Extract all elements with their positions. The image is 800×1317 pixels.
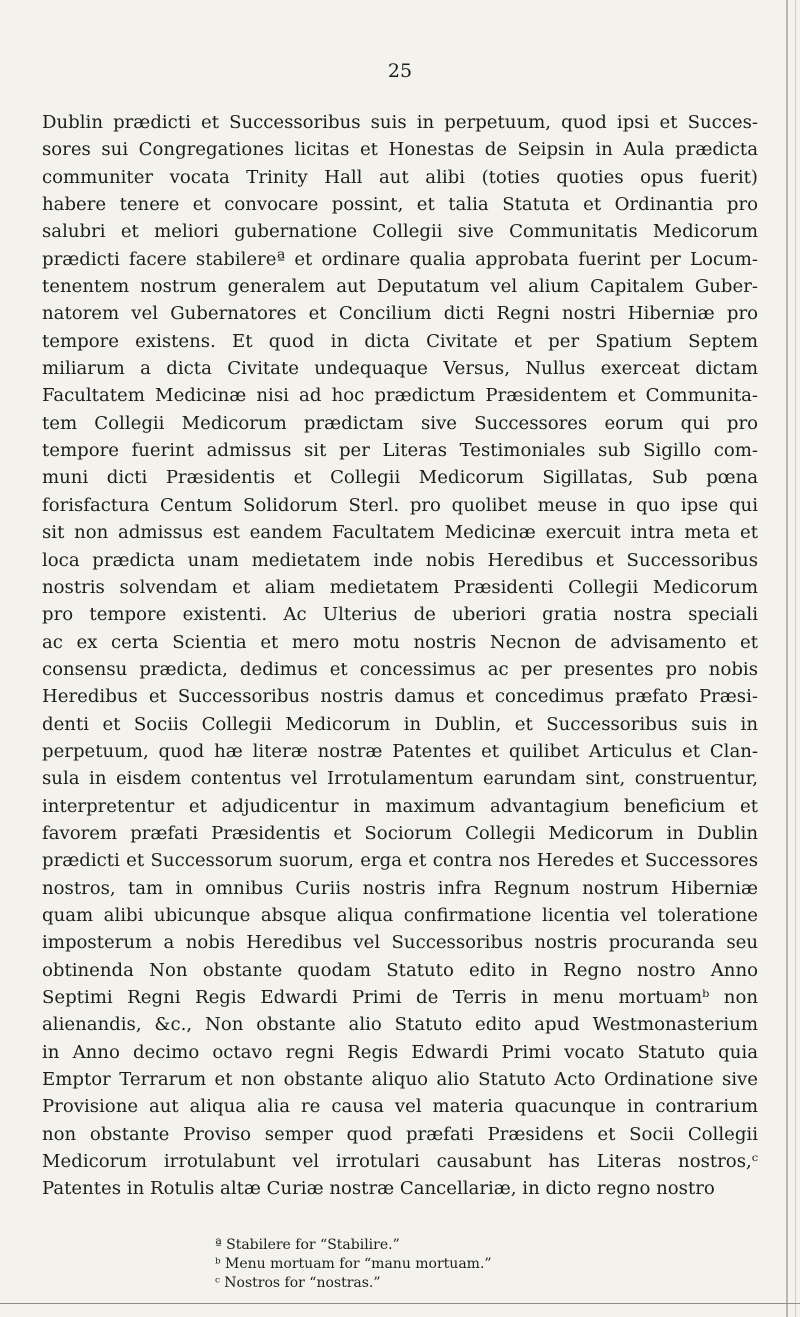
text-line: imposterum a nobis Heredibus vel Successoribus nostris procuranda seu <box>42 932 758 954</box>
text-line: natorem vel Gubernatores et Concilium dicti Regni nostri Hiberniæ pro <box>42 303 758 325</box>
text-line: Septimi Regni Regis Edwardi Primi de Terris in menu mortuamᵇ non <box>42 987 758 1008</box>
text-line: Dublin prædicti et Successoribus suis in perpetuum, quod ipsi et Succes- <box>42 112 758 133</box>
text-line: forisfactura Centum Solidorum Sterl. pro quolibet meuse in quo ipse qui <box>42 494 758 516</box>
text-line: tempore fuerint admissus sit per Literas Testimoniales sub Sigillo com- <box>42 440 758 462</box>
text-line: miliarum a dicta Civitate undequaque Versus, Nullus exerceat dictam <box>42 358 758 380</box>
page-edge-shadow <box>786 0 788 1317</box>
text-line: interpretentur et adjudicentur in maximum advantagium beneficium et <box>42 795 758 817</box>
text-line: nostris solvendam et aliam medietatem Præsidenti Collegii Medicorum <box>42 576 758 598</box>
text-line: Patentes in Rotulis altæ Curiæ nostræ Cancellariæ, in dicto regno nostro <box>42 1178 715 1200</box>
text-line: in Anno decimo octavo regni Regis Edwardi Primi vocato Statuto quia <box>42 1041 758 1063</box>
text-line: nostros, tam in omnibus Curiis nostris infra Regnum nostrum Hiberniæ <box>42 877 758 899</box>
text-line: quam alibi ubicunque absque aliqua confirmatione licentia vel toleratione <box>42 904 758 926</box>
footnotes <box>215 1236 735 1293</box>
text-line: sula in eisdem contentus vel Irrotulamentum earundam sint, construentur, <box>42 768 758 790</box>
text-line: Provisione aut aliqua alia re causa vel materia quacunque in contrarium <box>42 1096 758 1118</box>
text-line: favorem præfati Præsidentis et Sociorum Collegii Medicorum in Dublin <box>42 822 758 844</box>
text-line: salubri et meliori gubernatione Collegii sive Communitatis Medicorum <box>42 221 758 243</box>
text-line: perpetuum, quod hæ literæ nostræ Patentes et quilibet Articulus et Clan- <box>42 740 758 762</box>
footnote: ª Stabilere for “Stabilire.” <box>215 1237 400 1253</box>
text-line: alienandis, &c., Non obstante alio Statuto edito apud Westmonasterium <box>42 1014 758 1036</box>
page-number: 25 <box>387 60 413 82</box>
text-line: consensu prædicta, dedimus et concessimus ac per presentes pro nobis <box>42 658 758 680</box>
text-line: pro tempore existenti. Ac Ulterius de uberiori gratia nostra speciali <box>42 604 758 626</box>
page-edge-line <box>795 0 796 1317</box>
text-line: muni dicti Præsidentis et Collegii Medicorum Sigillatas, Sub pœna <box>42 467 758 489</box>
text-line: Heredibus et Successoribus nostris damus et concedimus præfato Præsi- <box>42 686 758 708</box>
text-line: denti et Sociis Collegii Medicorum in Dublin, et Successoribus suis in <box>42 713 758 735</box>
text-line: tempore existens. Et quod in dicta Civitate et per Spatium Septem <box>42 330 758 352</box>
text-line: Medicorum irrotulabunt vel irrotulari causabunt has Literas nostros,ᶜ <box>42 1151 758 1173</box>
text-line: Facultatem Medicinæ nisi ad hoc prædictum Præsidentem et Communita- <box>42 385 758 407</box>
text-line: non obstante Proviso semper quod præfati Præsidens et Socii Collegii <box>42 1123 758 1145</box>
text-line: sit non admissus est eandem Facultatem Medicinæ exercuit intra meta et <box>42 522 758 544</box>
text-line: prædicti facere stabilereª et ordinare qualia approbata fuerint per Locum- <box>42 248 758 270</box>
text-line: tem Collegii Medicorum prædictam sive Successores eorum qui pro <box>42 412 758 434</box>
body-text <box>42 109 758 1203</box>
footnote: ᵇ Menu mortuam for “manu mortuam.” <box>215 1256 492 1272</box>
bottom-rule <box>0 1303 800 1304</box>
text-line: loca prædicta unam medietatem inde nobis Heredibus et Successoribus <box>42 549 758 571</box>
footnote: ᶜ Nostros for “nostras.” <box>215 1275 381 1291</box>
text-line: habere tenere et convocare possint, et talia Statuta et Ordinantia pro <box>42 194 758 216</box>
text-line: sores sui Congregationes licitas et Honestas de Seipsin in Aula prædicta <box>42 139 758 161</box>
text-line: ac ex certa Scientia et mero motu nostris Necnon de advisamento et <box>42 631 758 653</box>
text-line: communiter vocata Trinity Hall aut alibi (toties quoties opus fuerit) <box>42 166 758 188</box>
text-line: tenentem nostrum generalem aut Deputatum vel alium Capitalem Guber- <box>42 276 758 298</box>
text-line: prædicti et Successorum suorum, erga et contra nos Heredes et Successores <box>42 850 758 872</box>
text-line: obtinenda Non obstante quodam Statuto edito in Regno nostro Anno <box>42 959 758 981</box>
text-line: Emptor Terrarum et non obstante aliquo alio Statuto Acto Ordinatione sive <box>42 1069 758 1091</box>
